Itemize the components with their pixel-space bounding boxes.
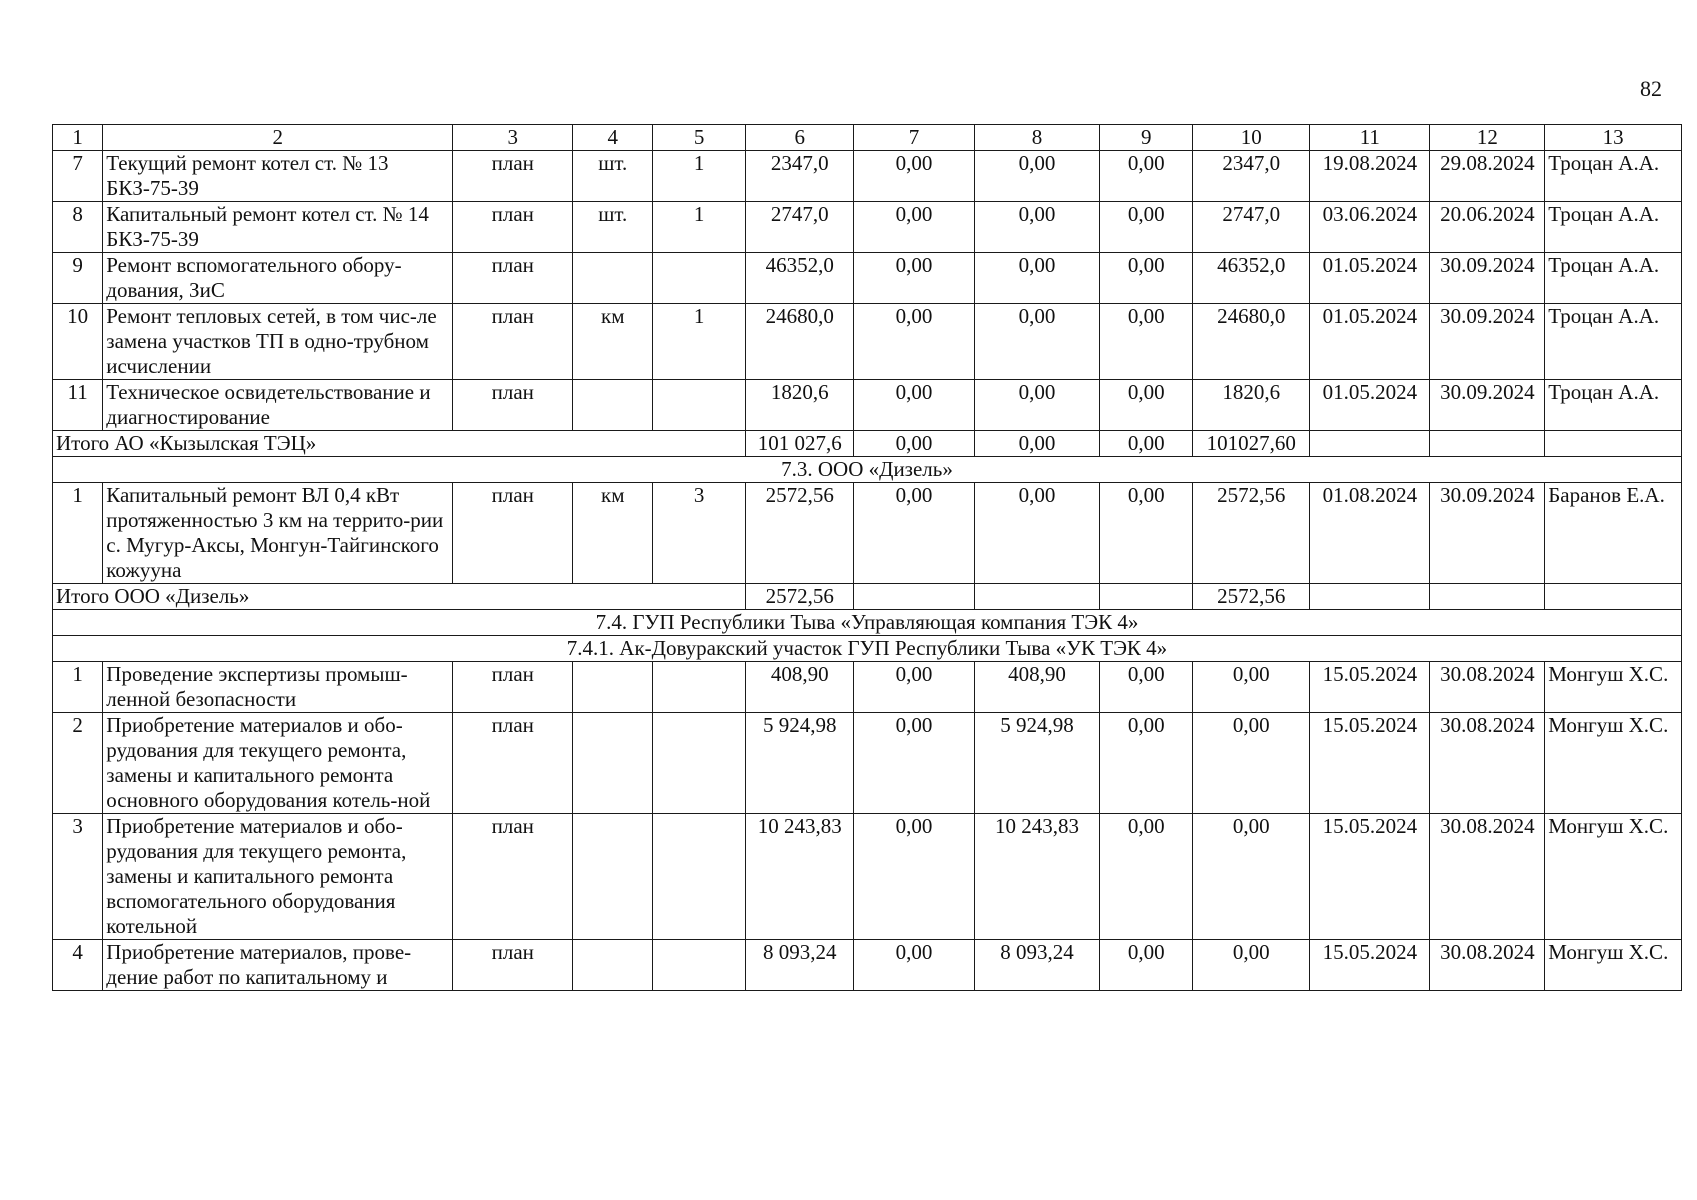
column-header: 6 xyxy=(746,125,854,151)
table-row xyxy=(53,304,1682,380)
cost-col8-cell: 8 093,24 xyxy=(974,940,1100,991)
work-name-cell: Капитальный ремонт ВЛ 0,4 кВт протяженностью 3 км на террито-рии с. Мугур-Аксы, Монгун-Тайгинского кожууна xyxy=(103,483,453,584)
total-col7-cell: 0,00 xyxy=(854,431,974,457)
cost-col9-cell: 0,00 xyxy=(1100,151,1193,202)
row-number-cell: 1 xyxy=(53,662,103,713)
work-name-cell: Техническое освидетельствование и диагностирование xyxy=(103,380,453,431)
responsible-cell: Монгуш Х.С. xyxy=(1545,713,1682,814)
cost-col10-cell: 2572,56 xyxy=(1193,483,1310,584)
cost-col8-cell: 0,00 xyxy=(974,202,1100,253)
cost-col9-cell: 0,00 xyxy=(1100,713,1193,814)
cost-col9-cell: 0,00 xyxy=(1100,940,1193,991)
column-header: 3 xyxy=(453,125,573,151)
column-header: 10 xyxy=(1193,125,1310,151)
total-cost-cell: 1820,6 xyxy=(746,380,854,431)
row-number-cell: 8 xyxy=(53,202,103,253)
end-date-cell: 30.08.2024 xyxy=(1430,940,1545,991)
total-cost-cell: 2572,56 xyxy=(746,483,854,584)
cost-col7-cell: 0,00 xyxy=(854,253,974,304)
cost-col9-cell: 0,00 xyxy=(1100,304,1193,380)
unit-cell: шт. xyxy=(573,151,653,202)
responsible-cell: Троцан А.А. xyxy=(1545,380,1682,431)
cost-col7-cell: 0,00 xyxy=(854,483,974,584)
total-empty-cell xyxy=(1430,584,1545,610)
unit-cell xyxy=(573,814,653,940)
responsible-cell: Троцан А.А. xyxy=(1545,151,1682,202)
work-name-cell: Приобретение материалов и обо-рудования для текущего ремонта, замены и капитального ремонта вспомогательного оборудования котельной xyxy=(103,814,453,940)
plan-type-cell: план xyxy=(453,304,573,380)
cost-col9-cell: 0,00 xyxy=(1100,253,1193,304)
total-col8-cell xyxy=(974,584,1100,610)
cost-col7-cell: 0,00 xyxy=(854,662,974,713)
quantity-cell: 1 xyxy=(653,202,746,253)
column-header: 8 xyxy=(974,125,1100,151)
column-header: 1 xyxy=(53,125,103,151)
cost-col8-cell: 0,00 xyxy=(974,380,1100,431)
unit-cell xyxy=(573,253,653,304)
start-date-cell: 01.05.2024 xyxy=(1310,380,1430,431)
end-date-cell: 30.08.2024 xyxy=(1430,814,1545,940)
column-header: 9 xyxy=(1100,125,1193,151)
cost-col10-cell: 2747,0 xyxy=(1193,202,1310,253)
quantity-cell: 1 xyxy=(653,151,746,202)
column-header: 2 xyxy=(103,125,453,151)
end-date-cell: 30.08.2024 xyxy=(1430,662,1545,713)
table-row xyxy=(53,483,1682,584)
work-name-cell: Ремонт тепловых сетей, в том чис-ле замена участков ТП в одно-трубном исчислении xyxy=(103,304,453,380)
responsible-cell: Троцан А.А. xyxy=(1545,253,1682,304)
row-number-cell: 10 xyxy=(53,304,103,380)
cost-col8-cell: 0,00 xyxy=(974,483,1100,584)
total-cost-cell: 2572,56 xyxy=(746,584,854,610)
row-number-cell: 4 xyxy=(53,940,103,991)
responsible-cell: Монгуш Х.С. xyxy=(1545,814,1682,940)
cost-col7-cell: 0,00 xyxy=(854,304,974,380)
unit-cell: шт. xyxy=(573,202,653,253)
section-row xyxy=(53,610,1682,636)
column-header: 5 xyxy=(653,125,746,151)
work-name-cell: Капитальный ремонт котел ст. № 14 БКЗ-75-39 xyxy=(103,202,453,253)
cost-col8-cell: 5 924,98 xyxy=(974,713,1100,814)
start-date-cell: 03.06.2024 xyxy=(1310,202,1430,253)
start-date-cell: 01.08.2024 xyxy=(1310,483,1430,584)
cost-col10-cell: 2347,0 xyxy=(1193,151,1310,202)
total-col9-cell: 0,00 xyxy=(1100,431,1193,457)
cost-col7-cell: 0,00 xyxy=(854,202,974,253)
total-cost-cell: 24680,0 xyxy=(746,304,854,380)
responsible-cell: Монгуш Х.С. xyxy=(1545,662,1682,713)
plan-type-cell: план xyxy=(453,483,573,584)
unit-cell xyxy=(573,662,653,713)
total-empty-cell xyxy=(1430,431,1545,457)
total-row xyxy=(53,431,1682,457)
quantity-cell xyxy=(653,662,746,713)
plan-type-cell: план xyxy=(453,713,573,814)
quantity-cell: 1 xyxy=(653,304,746,380)
table-row xyxy=(53,151,1682,202)
start-date-cell: 15.05.2024 xyxy=(1310,713,1430,814)
column-header: 11 xyxy=(1310,125,1430,151)
cost-col7-cell: 0,00 xyxy=(854,940,974,991)
unit-cell xyxy=(573,713,653,814)
total-col10-cell: 2572,56 xyxy=(1193,584,1310,610)
cost-col8-cell: 0,00 xyxy=(974,304,1100,380)
total-empty-cell xyxy=(1545,584,1682,610)
cost-col8-cell: 0,00 xyxy=(974,253,1100,304)
total-cost-cell: 10 243,83 xyxy=(746,814,854,940)
subsection-heading: 7.4.1. Ак-Довуракский участок ГУП Республики Тыва «УК ТЭК 4» xyxy=(53,636,1682,662)
cost-col10-cell: 46352,0 xyxy=(1193,253,1310,304)
total-row xyxy=(53,584,1682,610)
quantity-cell xyxy=(653,713,746,814)
cost-col10-cell: 0,00 xyxy=(1193,713,1310,814)
total-col9-cell xyxy=(1100,584,1193,610)
start-date-cell: 01.05.2024 xyxy=(1310,304,1430,380)
cost-col7-cell: 0,00 xyxy=(854,713,974,814)
work-name-cell: Приобретение материалов, прове-дение работ по капитальному и xyxy=(103,940,453,991)
cost-col8-cell: 408,90 xyxy=(974,662,1100,713)
total-label: Итого ООО «Дизель» xyxy=(53,584,746,610)
start-date-cell: 15.05.2024 xyxy=(1310,662,1430,713)
cost-col7-cell: 0,00 xyxy=(854,814,974,940)
quantity-cell xyxy=(653,940,746,991)
cost-col10-cell: 0,00 xyxy=(1193,940,1310,991)
plan-type-cell: план xyxy=(453,202,573,253)
table-row xyxy=(53,253,1682,304)
end-date-cell: 30.09.2024 xyxy=(1430,253,1545,304)
total-cost-cell: 2347,0 xyxy=(746,151,854,202)
total-cost-cell: 101 027,6 xyxy=(746,431,854,457)
cost-col9-cell: 0,00 xyxy=(1100,202,1193,253)
row-number-cell: 3 xyxy=(53,814,103,940)
quantity-cell xyxy=(653,814,746,940)
responsible-cell: Троцан А.А. xyxy=(1545,304,1682,380)
table-row xyxy=(53,940,1682,991)
unit-cell: км xyxy=(573,304,653,380)
total-cost-cell: 2747,0 xyxy=(746,202,854,253)
section-row xyxy=(53,457,1682,483)
cost-col8-cell: 10 243,83 xyxy=(974,814,1100,940)
cost-col9-cell: 0,00 xyxy=(1100,814,1193,940)
row-number-cell: 11 xyxy=(53,380,103,431)
plan-type-cell: план xyxy=(453,662,573,713)
cost-col9-cell: 0,00 xyxy=(1100,483,1193,584)
end-date-cell: 30.09.2024 xyxy=(1430,304,1545,380)
responsible-cell: Монгуш Х.С. xyxy=(1545,940,1682,991)
quantity-cell: 3 xyxy=(653,483,746,584)
section-heading: 7.4. ГУП Республики Тыва «Управляющая компания ТЭК 4» xyxy=(53,610,1682,636)
total-cost-cell: 5 924,98 xyxy=(746,713,854,814)
plan-type-cell: план xyxy=(453,151,573,202)
column-header: 13 xyxy=(1545,125,1682,151)
section-row xyxy=(53,636,1682,662)
start-date-cell: 15.05.2024 xyxy=(1310,940,1430,991)
table-row xyxy=(53,380,1682,431)
plan-type-cell: план xyxy=(453,253,573,304)
start-date-cell: 19.08.2024 xyxy=(1310,151,1430,202)
unit-cell xyxy=(573,940,653,991)
cost-col9-cell: 0,00 xyxy=(1100,662,1193,713)
total-col10-cell: 101027,60 xyxy=(1193,431,1310,457)
total-empty-cell xyxy=(1310,431,1430,457)
cost-col7-cell: 0,00 xyxy=(854,380,974,431)
work-name-cell: Проведение экспертизы промыш-ленной безопасности xyxy=(103,662,453,713)
cost-col8-cell: 0,00 xyxy=(974,151,1100,202)
quantity-cell xyxy=(653,380,746,431)
unit-cell xyxy=(573,380,653,431)
table-row xyxy=(53,662,1682,713)
work-name-cell: Приобретение материалов и обо-рудования для текущего ремонта, замены и капитального ремонта основного оборудования котель-ной xyxy=(103,713,453,814)
total-col8-cell: 0,00 xyxy=(974,431,1100,457)
row-number-cell: 1 xyxy=(53,483,103,584)
end-date-cell: 30.08.2024 xyxy=(1430,713,1545,814)
total-label: Итого АО «Кызылская ТЭЦ» xyxy=(53,431,746,457)
start-date-cell: 15.05.2024 xyxy=(1310,814,1430,940)
row-number-cell: 9 xyxy=(53,253,103,304)
cost-col10-cell: 1820,6 xyxy=(1193,380,1310,431)
plan-type-cell: план xyxy=(453,814,573,940)
end-date-cell: 20.06.2024 xyxy=(1430,202,1545,253)
total-col7-cell xyxy=(854,584,974,610)
end-date-cell: 30.09.2024 xyxy=(1430,483,1545,584)
plan-type-cell: план xyxy=(453,380,573,431)
row-number-cell: 2 xyxy=(53,713,103,814)
cost-col10-cell: 0,00 xyxy=(1193,814,1310,940)
work-name-cell: Ремонт вспомогательного обору-дования, ЗиС xyxy=(103,253,453,304)
cost-col10-cell: 24680,0 xyxy=(1193,304,1310,380)
table-row xyxy=(53,202,1682,253)
row-number-cell: 7 xyxy=(53,151,103,202)
responsible-cell: Троцан А.А. xyxy=(1545,202,1682,253)
responsible-cell: Баранов Е.А. xyxy=(1545,483,1682,584)
section-heading: 7.3. ООО «Дизель» xyxy=(53,457,1682,483)
repair-plan-table xyxy=(52,124,1682,991)
page-number: 82 xyxy=(1640,76,1662,101)
cost-col10-cell: 0,00 xyxy=(1193,662,1310,713)
cost-col7-cell: 0,00 xyxy=(854,151,974,202)
cost-col9-cell: 0,00 xyxy=(1100,380,1193,431)
end-date-cell: 29.08.2024 xyxy=(1430,151,1545,202)
end-date-cell: 30.09.2024 xyxy=(1430,380,1545,431)
total-empty-cell xyxy=(1545,431,1682,457)
work-name-cell: Текущий ремонт котел ст. № 13 БКЗ-75-39 xyxy=(103,151,453,202)
quantity-cell xyxy=(653,253,746,304)
column-number-row xyxy=(53,125,1682,151)
column-header: 7 xyxy=(854,125,974,151)
plan-type-cell: план xyxy=(453,940,573,991)
column-header: 4 xyxy=(573,125,653,151)
table-row xyxy=(53,713,1682,814)
unit-cell: км xyxy=(573,483,653,584)
column-header: 12 xyxy=(1430,125,1545,151)
table-row xyxy=(53,814,1682,940)
total-cost-cell: 408,90 xyxy=(746,662,854,713)
total-cost-cell: 8 093,24 xyxy=(746,940,854,991)
total-empty-cell xyxy=(1310,584,1430,610)
total-cost-cell: 46352,0 xyxy=(746,253,854,304)
start-date-cell: 01.05.2024 xyxy=(1310,253,1430,304)
